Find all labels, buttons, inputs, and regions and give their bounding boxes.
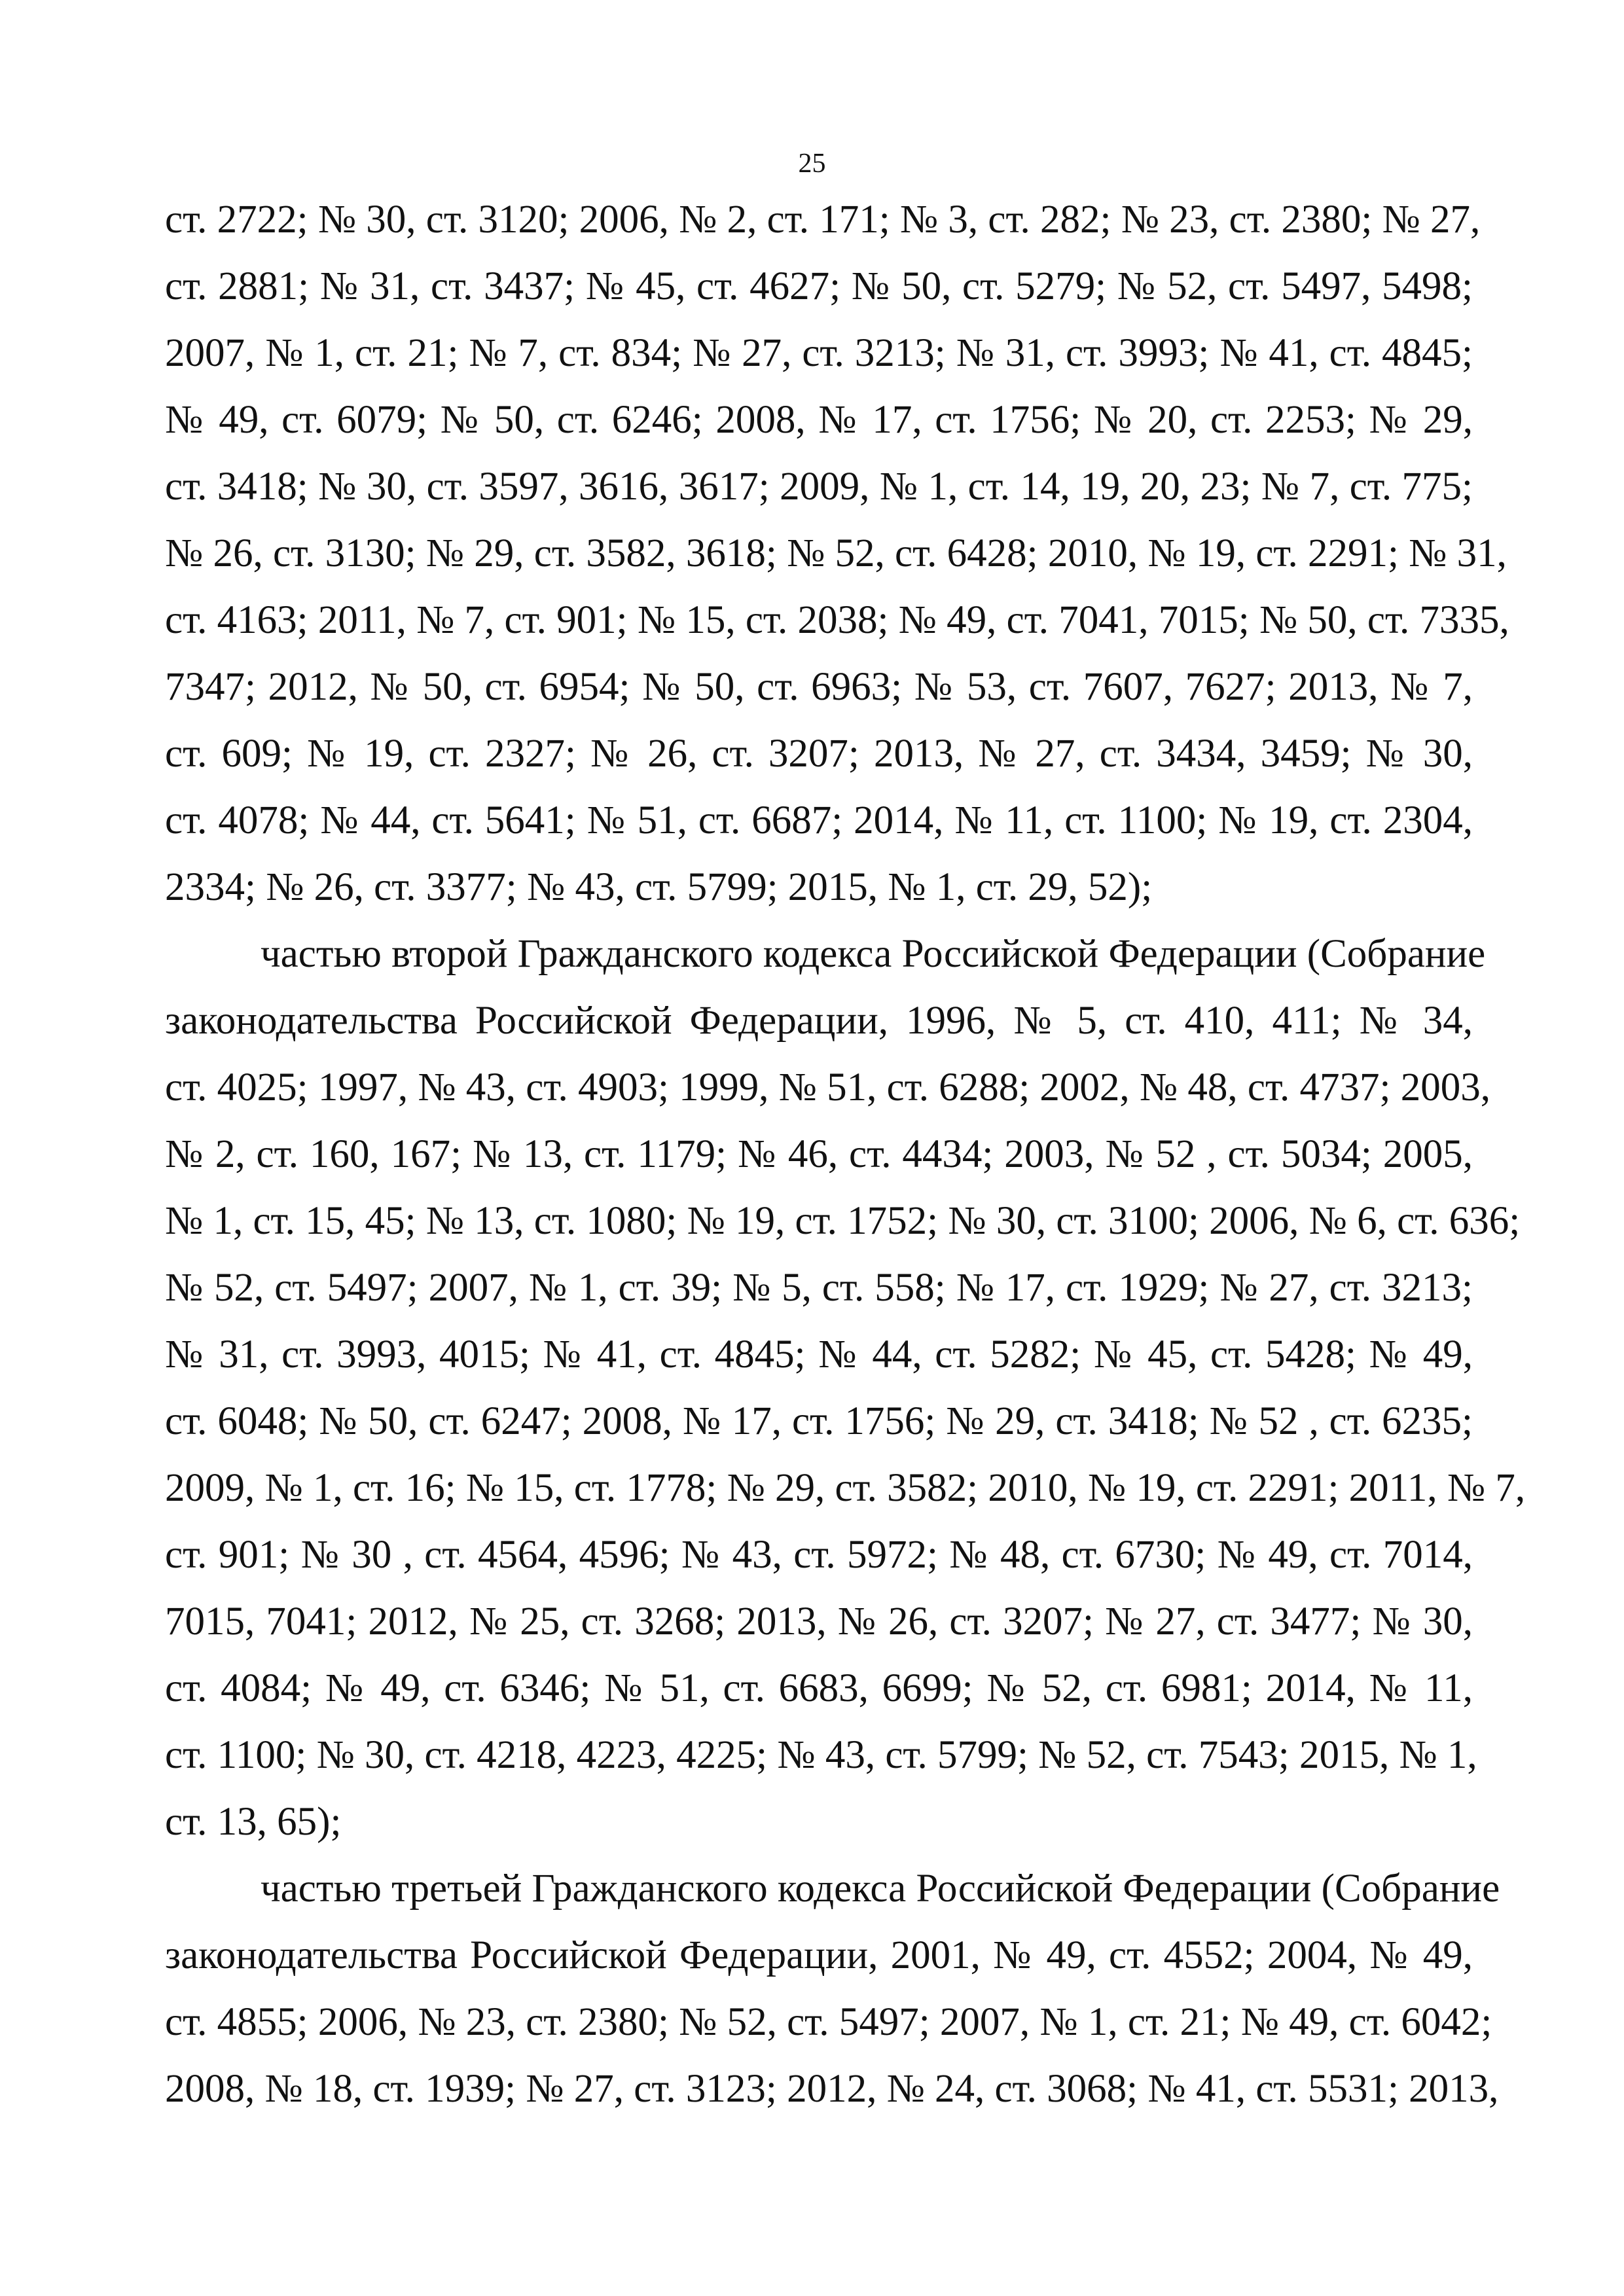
text-line: 2008, № 18, ст. 1939; № 27, ст. 3123; 2012, № 24, ст. 3068; № 41, ст. 5531; 2013, — [165, 2067, 1499, 2111]
text-line: частью третьей Гражданского кодекса Российской Федерации (Собрание — [261, 1867, 1500, 1910]
text-line: № 49, ст. 6079; № 50, ст. 6246; 2008, № 17, ст. 1756; № 20, ст. 2253; № 29, — [165, 398, 1473, 442]
text-line: № 1, ст. 15, 45; № 13, ст. 1080; № 19, ст. 1752; № 30, ст. 3100; 2006, № 6, ст. 636; — [165, 1199, 1521, 1243]
text-line: ст. 4025; 1997, № 43, ст. 4903; 1999, № 51, ст. 6288; 2002, № 48, ст. 4737; 2003, — [165, 1066, 1490, 1109]
text-line: 2007, № 1, ст. 21; № 7, ст. 834; № 27, ст. 3213; № 31, ст. 3993; № 41, ст. 4845; — [165, 331, 1473, 375]
text-line: законодательства Российской Федерации, 2001, № 49, ст. 4552; 2004, № 49, — [165, 1933, 1473, 1977]
text-line: 7015, 7041; 2012, № 25, ст. 3268; 2013, № 26, ст. 3207; № 27, ст. 3477; № 30, — [165, 1600, 1473, 1643]
text-line: ст. 13, 65); — [165, 1800, 342, 1844]
text-line: 2334; № 26, ст. 3377; № 43, ст. 5799; 2015, № 1, ст. 29, 52); — [165, 865, 1153, 909]
text-line: № 31, ст. 3993, 4015; № 41, ст. 4845; № 44, ст. 5282; № 45, ст. 5428; № 49, — [165, 1333, 1473, 1376]
text-line: № 52, ст. 5497; 2007, № 1, ст. 39; № 5, ст. 558; № 17, ст. 1929; № 27, ст. 3213; — [165, 1266, 1473, 1310]
text-line: ст. 2881; № 31, ст. 3437; № 45, ст. 4627; № 50, ст. 5279; № 52, ст. 5497, 5498; — [165, 264, 1473, 308]
text-line: № 26, ст. 3130; № 29, ст. 3582, 3618; № 52, ст. 6428; 2010, № 19, ст. 2291; № 31, — [165, 531, 1507, 575]
paragraph-3 — [165, 1856, 1500, 2123]
text-line: № 2, ст. 160, 167; № 13, ст. 1179; № 46, ст. 4434; 2003, № 52 , ст. 5034; 2005, — [165, 1132, 1473, 1176]
text-line: законодательства Российской Федерации, 1996, № 5, ст. 410, 411; № 34, — [165, 999, 1473, 1043]
text-line: ст. 609; № 19, ст. 2327; № 26, ст. 3207; 2013, № 27, ст. 3434, 3459; № 30, — [165, 732, 1473, 776]
text-line: 2009, № 1, ст. 16; № 15, ст. 1778; № 29, ст. 3582; 2010, № 19, ст. 2291; 2011, № 7, — [165, 1466, 1526, 1510]
text-line: ст. 4163; 2011, № 7, ст. 901; № 15, ст. 2038; № 49, ст. 7041, 7015; № 50, ст. 7335, — [165, 598, 1509, 642]
text-line: ст. 4855; 2006, № 23, ст. 2380; № 52, ст. 5497; 2007, № 1, ст. 21; № 49, ст. 6042; — [165, 2000, 1492, 2044]
text-line: частью второй Гражданского кодекса Российской Федерации (Собрание — [261, 932, 1486, 976]
paragraph-2 — [165, 921, 1526, 1856]
text-line: ст. 3418; № 30, ст. 3597, 3616, 3617; 2009, № 1, ст. 14, 19, 20, 23; № 7, ст. 775; — [165, 465, 1473, 509]
text-line: ст. 4078; № 44, ст. 5641; № 51, ст. 6687; 2014, № 11, ст. 1100; № 19, ст. 2304, — [165, 798, 1473, 842]
text-line: ст. 6048; № 50, ст. 6247; 2008, № 17, ст. 1756; № 29, ст. 3418; № 52 , ст. 6235; — [165, 1399, 1473, 1443]
text-line: ст. 4084; № 49, ст. 6346; № 51, ст. 6683, 6699; № 52, ст. 6981; 2014, № 11, — [165, 1666, 1473, 1710]
text-line: ст. 1100; № 30, ст. 4218, 4223, 4225; № 43, ст. 5799; № 52, ст. 7543; 2015, № 1, — [165, 1733, 1477, 1777]
text-line: ст. 2722; № 30, ст. 3120; 2006, № 2, ст. 171; № 3, ст. 282; № 23, ст. 2380; № 27, — [165, 198, 1481, 242]
page-number: 25 — [798, 149, 826, 179]
text-line: ст. 901; № 30 , ст. 4564, 4596; № 43, ст. 5972; № 48, ст. 6730; № 49, ст. 7014, — [165, 1533, 1473, 1577]
paragraph-1 — [165, 187, 1509, 921]
text-line: 7347; 2012, № 50, ст. 6954; № 50, ст. 6963; № 53, ст. 7607, 7627; 2013, № 7, — [165, 665, 1473, 709]
